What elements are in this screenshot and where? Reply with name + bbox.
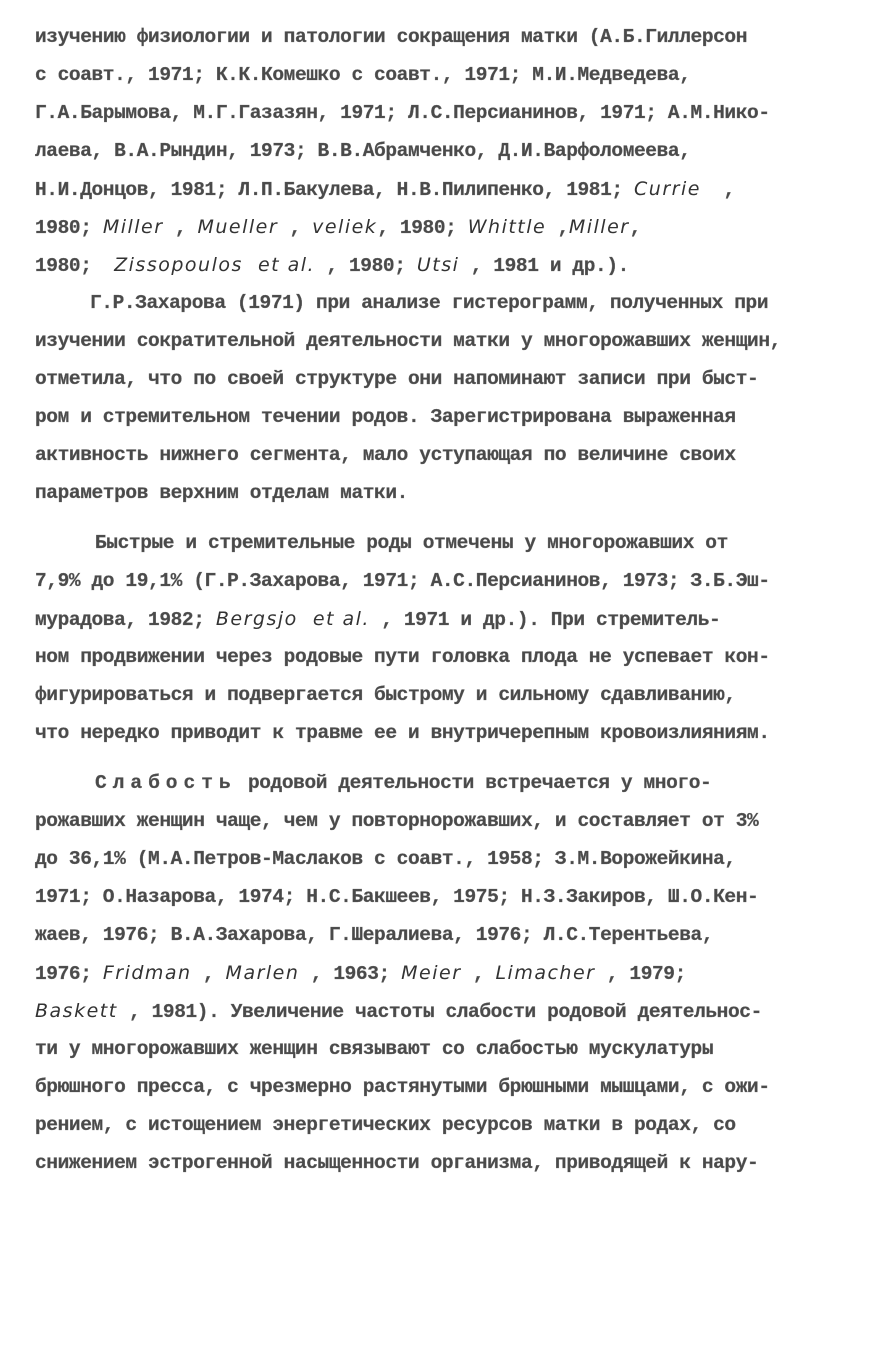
- text-line-25: 1976; Fridman , Marlen , 1963; Meier , Limacher , 1979;: [35, 962, 686, 985]
- text-line-7: 1980; Zissopoulos et al. , 1980; Utsi , 1981 и др.).: [35, 254, 629, 277]
- text-line-30: снижением эстрогенной насыщенности организма, приводящей к нару-: [35, 1152, 759, 1174]
- text-line-24: жаев, 1976; В.А.Захарова, Г.Шералиева, 1976; Л.С.Терентьева,: [35, 924, 714, 946]
- author-currie: Currie: [634, 178, 701, 200]
- text-line-29: рением, с истощением энергетических ресурсов матки в родах, со: [35, 1114, 736, 1136]
- author-veliek: veliek: [312, 216, 378, 238]
- author-miller-2: Miller: [568, 216, 630, 238]
- text-line-6: 1980; Miller , Mueller , veliek, 1980; Whittle ,Miller,: [35, 216, 641, 239]
- text-line-27: ти у многорожавших женщин связывают со слабостью мускулатуры: [35, 1038, 714, 1060]
- text-line-14: Быстрые и стремительные роды отмечены у многорожавших от: [95, 532, 728, 554]
- text-line-11: ром и стремительном течении родов. Зарегистрирована выраженная: [35, 406, 736, 428]
- text-line-15: 7,9% до 19,1% (Г.Р.Захарова, 1971; А.С.Персианинов, 1973; З.Б.Эш-: [35, 570, 770, 592]
- text-line-18: фигурироваться и подвергается быстрому и сильному сдавливанию,: [35, 684, 736, 706]
- text-line-21: рожавших женщин чаще, чем у повторнорожавших, и составляет от 3%: [35, 810, 759, 832]
- author-utsi: Utsi: [416, 254, 460, 276]
- text-line-17: ном продвижении через родовые пути головка плода не успевает кон-: [35, 646, 770, 668]
- text-line-26: Baskett , 1981). Увеличение частоты слабости родовой деятельнос-: [35, 1000, 762, 1023]
- text-line-9: изучении сократительной деятельности матки у многорожавших женщин,: [35, 330, 781, 352]
- author-meier: Meier: [401, 962, 462, 984]
- author-limacher: Limacher: [495, 962, 596, 984]
- author-baskett: Baskett: [35, 1000, 118, 1022]
- text-line-12: активность нижнего сегмента, мало уступающая по величине своих: [35, 444, 736, 466]
- text-line-20: Слабость родовой деятельности встречается у много-: [95, 772, 712, 794]
- author-marlen: Marlen: [225, 962, 300, 984]
- author-mueller: Mueller: [197, 216, 279, 238]
- text-line-4: лаева, В.А.Рындин, 1973; В.В.Абрамченко, Д.И.Варфоломеева,: [35, 140, 691, 162]
- text-line-10: отметила, что по своей структуре они напоминают записи при быст-: [35, 368, 759, 390]
- text-line-13: параметров верхним отделам матки.: [35, 482, 408, 504]
- author-whittle: Whittle: [467, 216, 547, 238]
- author-zissopoulos: Zissopoulos et al.: [114, 254, 316, 276]
- text-line-28: брюшного пресса, с чрезмерно растянутыми брюшными мышцами, с ожи-: [35, 1076, 770, 1098]
- text-line-23: 1971; О.Назарова, 1974; Н.С.Бакшеев, 1975; Н.З.Закиров, Ш.О.Кен-: [35, 886, 759, 908]
- author-fridman: Fridman: [102, 962, 192, 984]
- text-line-3: Г.А.Барымова, М.Г.Газазян, 1971; Л.С.Персианинов, 1971; А.М.Нико-: [35, 102, 770, 124]
- text-line-16: мурадова, 1982; Bergsjo et al. , 1971 и др.). При стремитель-: [35, 608, 721, 631]
- text-line-1: изучению физиологии и патологии сокращения матки (А.Б.Гиллерсон: [35, 26, 748, 48]
- text-line-5: Н.И.Донцов, 1981; Л.П.Бакулева, Н.В.Пилипенко, 1981; Currie ,: [35, 178, 735, 201]
- author-bergsjo: Bergsjo et al.: [215, 608, 370, 630]
- text-line-19: что нередко приводит к травме ее и внутричерепным кровоизлияниям.: [35, 722, 770, 744]
- text-line-2: с соавт., 1971; К.К.Комешко с соавт., 1971; М.И.Медведева,: [35, 64, 691, 86]
- author-miller: Miller: [102, 216, 164, 238]
- spaced-heading-word: Слабость: [95, 772, 237, 794]
- text-line-8: Г.Р.Захарова (1971) при анализе гистерограмм, полученных при: [90, 292, 769, 314]
- text-line-22: до 36,1% (М.А.Петров-Маслаков с соавт., 1958; З.М.Ворожейкина,: [35, 848, 736, 870]
